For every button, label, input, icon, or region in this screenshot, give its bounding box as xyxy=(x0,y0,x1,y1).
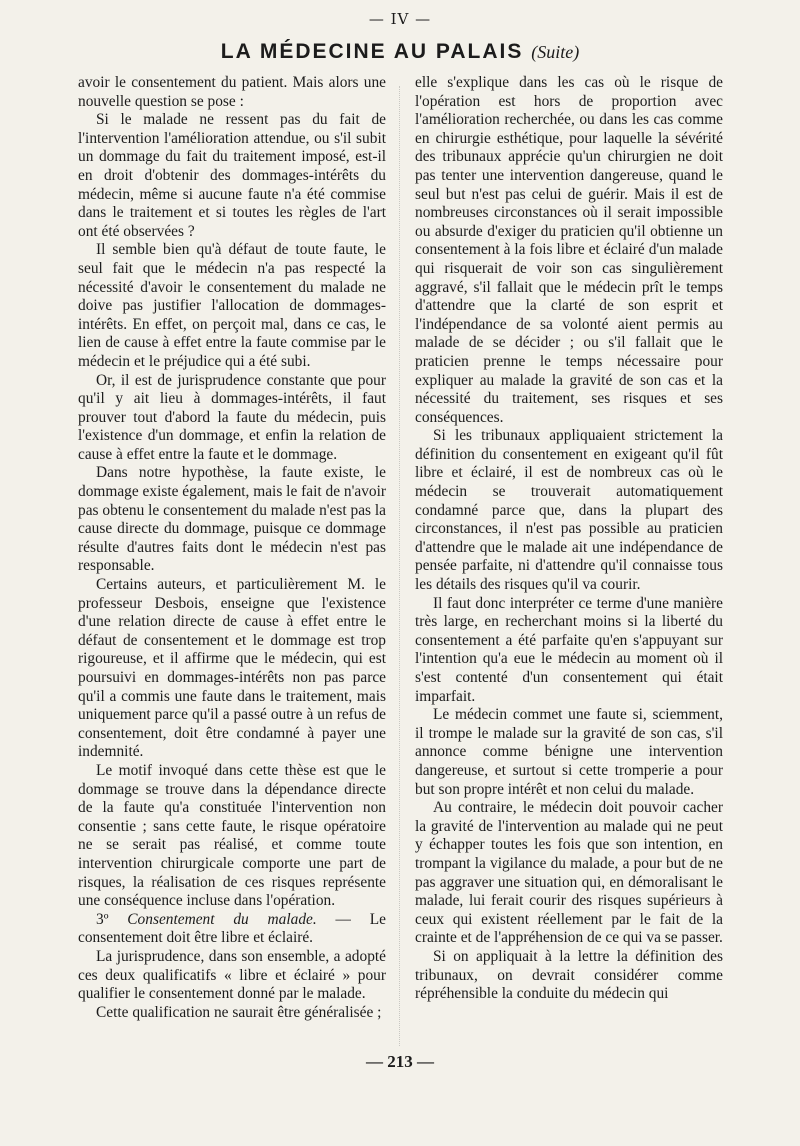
paragraph: Certains auteurs, et particulièrement M. le professeur Desbois, enseigne que l'existence d'une relation directe de cause à effet entre le défaut de consentement et le dommage est trop rigoureuse, et il affirme que le médecin, qui est poursuivi en dommages-intérêts non pas parce qu'il a commis une faute dans le traitement, mais uniquement parce qu'il a passé outre à un refus de consentement, doit être condamné à payer une indemnité. xyxy=(78,576,386,761)
section-title: Consentement du malade. xyxy=(127,910,317,928)
right-column xyxy=(415,74,723,1004)
page-number: — 213 — xyxy=(366,1052,434,1071)
running-head xyxy=(0,40,800,64)
paragraph: Le médecin commet une faute si, sciemment, il trompe le malade sur la gravité de son cas, s'il annonce comme bénigne une intervention dangereuse, et surtout si cette tromperie a pour but son propre intérêt et non celui du malade. xyxy=(415,706,723,798)
folio: — IV — xyxy=(368,10,432,28)
paragraph: Cette qualification ne saurait être généralisée ; xyxy=(96,1003,382,1021)
paragraph: Il faut donc interpréter ce terme d'une manière très large, en recherchant moins si la liberté du consentement a été parfaite qu'en s'appuyant sur l'intention qu'a eue le médecin au moment où il s'est contenté d'un consentement qui était imparfait. xyxy=(415,594,723,705)
paragraph: Or, il est de jurisprudence constante que pour qu'il y ait lieu à dommages-intérêts, il faut prouver tout d'abord la faute du médecin, puis l'existence d'un dommage, et enfin la relation de cause à effet entre la faute et le dommage. xyxy=(78,371,386,463)
paragraph: Il semble bien qu'à défaut de toute faute, le seul fait que le médecin n'a pas respecté la nécessité d'avoir le consentement du malade ne doive pas justifier l'allocation de dommages-intérêts. En effet, on perçoit mal, dans ce cas, le lien de cause à effet entre la faute commise par le médecin et le préjudice qui a été subi. xyxy=(78,241,386,370)
paragraph: Au contraire, le médecin doit pouvoir cacher la gravité de l'intervention au malade qui ne peut y échapper toutes les fois que son intention, en trompant la vigilance du malade, a pour but de ne pas aggraver une situation qui, en démoralisant le malade, lui ferait courir des risques supérieurs à ceux qui existent réellement par le fait de la crainte et de l'appréhension de ce qui va se passer. xyxy=(415,799,723,947)
paragraph: Si les tribunaux appliquaient strictement la définition du consentement en exigeant qu'il fût libre et éclairé, il est de nombreux cas où le médecin se trouverait automatiquement condamné parce que, dans la plupart des circonstances, il n'est pas possible au praticien d'attendre que le malade ait une indépendance de pensée parfaite, ni d'attendre qu'il connaisse tous les détails des risques qu'il va courir. xyxy=(415,427,723,594)
running-head-suite: (Suite) xyxy=(531,42,580,62)
paragraph: avoir le consentement du patient. Mais alors une nouvelle question se pose : xyxy=(78,74,386,110)
paragraph: elle s'explique dans les cas où le risque de l'opération est hors de proportion avec l'amélioration recherchée, ou dans les cas comme en chirurgie esthétique, pour laquelle la sévérité des tribunaux apprécie qu'un chirurgien ne doit pas tenter une intervention dangereuse, quand le seul but n'est pas celui de guérir. Mais il est de nombreuses circonstances où il serait impossible ou absurde d'exiger du praticien qu'il obtienne un consentement à la fois libre et éclairé d'un malade qui risquerait de voir son cas singulièrement aggravé, s'il fallait que le médecin prît le temps d'attendre que la clarté de son esprit et l'indépendance de sa volonté aient permis au malade de se décider ; ou s'il fallait que le praticien prenne le temps nécessaire pour expliquer au malade la gravité de son cas et la nécessité du traitement, ses risques et ses conséquences. xyxy=(415,74,723,426)
left-column xyxy=(78,74,386,1022)
paragraph: Le motif invoqué dans cette thèse est que le dommage se trouve dans la dépendance directe de la faute qu'a constituée l'intervention non consentie ; sans cette faute, le risque opératoire ne se serait pas réalisé, et comme toute intervention chirurgicale comporte une part de risques, la réalisation de ces risques représente une conséquence incluse dans l'opération. xyxy=(78,761,386,910)
paragraph: Si on appliquait à la lettre la définition des tribunaux, on devrait considérer comme répréhensible la conduite du médecin qui xyxy=(415,947,723,1003)
running-head-title: LA MÉDECINE AU PALAIS xyxy=(220,40,524,63)
paragraph: La jurisprudence, dans son ensemble, a adopté ces deux qualificatifs « libre et éclairé » pour qualifier le consentement donné par le malade. xyxy=(78,947,386,1003)
section-text: — Le consentement doit être libre et éclairé. xyxy=(78,910,386,947)
column-divider xyxy=(399,86,400,1046)
section-number: 3º xyxy=(96,910,109,928)
paragraph: Si le malade ne ressent pas du fait de l'intervention l'amélioration attendue, ou s'il subit un dommage du fait du traitement imposé, est-il en droit d'obtenir des dommages-intérêts du médecin, même si aucune faute n'a été commise dans le traitement et si toutes les règles de l'art ont été observées ? xyxy=(78,111,386,240)
section-heading xyxy=(78,911,386,948)
paragraph: Dans notre hypothèse, la faute existe, le dommage existe également, mais le fait de n'avoir pas obtenu le consentement du malade n'est pas la cause directe du dommage, puisque ce dommage résulte d'autres faits dont le médecin n'est pas responsable. xyxy=(78,464,386,575)
